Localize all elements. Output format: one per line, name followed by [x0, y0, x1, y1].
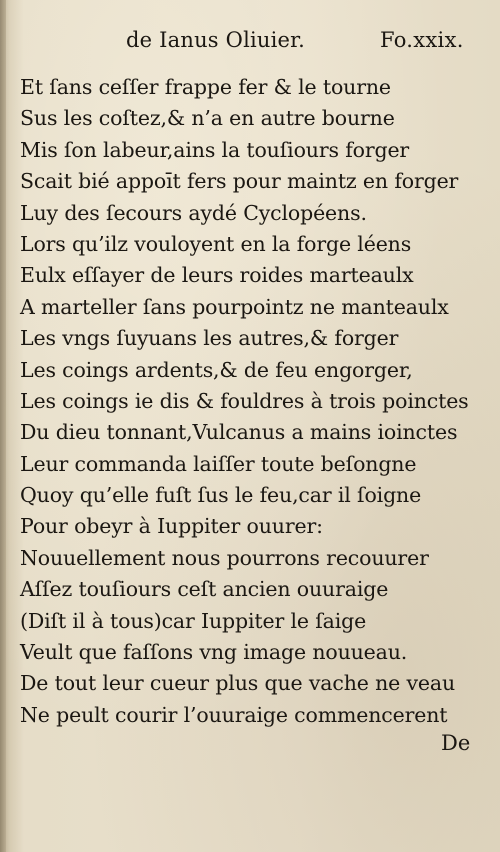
verse-line: Sus les coſtez,& n’a en autre bourne: [20, 106, 395, 131]
verse-line: Leur commanda laiſſer toute beſongne: [20, 451, 417, 476]
verse-line: A marteller ſans pourpointz ne manteaulx: [20, 294, 449, 319]
verse-line: Du dieu tonnant,Vulcanus a mains ioinctes: [20, 420, 458, 445]
verse-line: Quoy qu’elle fuſt ſus le feu,car il ſoigne: [20, 483, 422, 508]
verse-line: Les coings ie dis & fouldres à trois poinctes: [20, 388, 469, 413]
catchword: De: [441, 731, 471, 755]
verse-line: Mis ſon labeur,ains la touſiours forger: [20, 137, 410, 162]
verse-line: Nouuellement nous pourrons recouurer: [20, 545, 429, 570]
verse-line: De tout leur cueur plus que vache ne veau: [20, 671, 456, 696]
verse-line: Aſſez touſiours ceſt ancien ouuraige: [20, 577, 389, 602]
verse-line: (Diſt il à tous)car Iuppiter le ſaige: [20, 608, 367, 633]
verse-line: Les coings ardents,& de feu engorger,: [20, 357, 413, 382]
running-title: de Ianus Oliuier.: [126, 28, 305, 52]
verse-text-block: [20, 72, 490, 731]
verse-line: Et ſans ceſſer frappe fer & le tourne: [20, 75, 391, 99]
verse-line: Eulx eſſayer de leurs roides marteaulx: [20, 263, 414, 288]
verse-line: Luy des ſecours aydé Cyclopéens.: [20, 200, 367, 225]
verse-line: Lors qu’ilz vouloyent en la forge léens: [20, 231, 412, 256]
verse-line: Veult que faſſons vng image nouueau.: [20, 640, 408, 665]
verse-line: Pour obeyr à Iuppiter ouurer:: [20, 514, 323, 539]
verse-line: Scait bié appoīt fers pour maintz en forger: [20, 169, 459, 194]
verse-line: Les vngs ſuyuans les autres,& forger: [20, 326, 399, 351]
verse-line: Ne peult courir l’ouuraige commencerent: [20, 702, 448, 727]
page-header: [0, 28, 500, 58]
folio-number: Fo.xxix.: [380, 28, 464, 52]
page-gutter-shadow: [0, 0, 6, 852]
